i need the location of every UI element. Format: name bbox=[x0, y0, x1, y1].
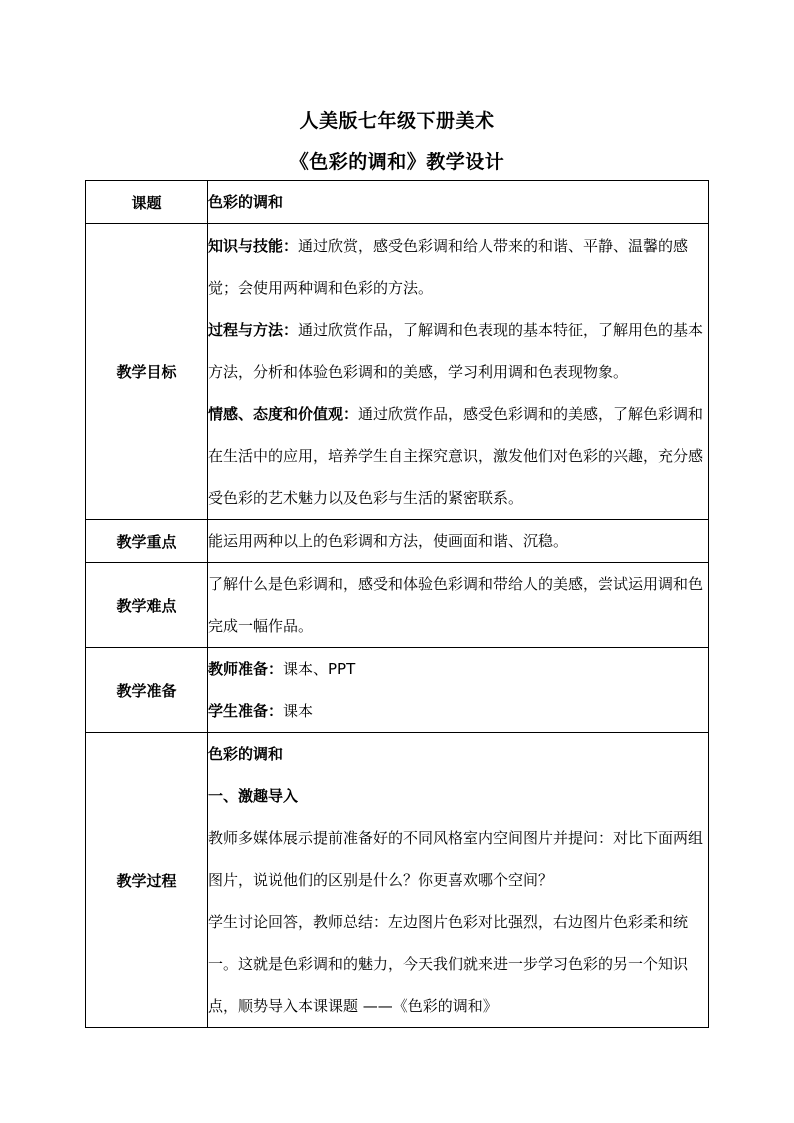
student-preparation-text: 课本 bbox=[283, 702, 314, 720]
document-title: 人美版七年级下册美术 bbox=[299, 110, 495, 132]
process-paragraph-2: 学生讨论回答，教师总结：左边图片色彩对比强烈，右边图片色彩柔和统一。这就是色彩调和的魅力，今天我们就来进一步学习色彩的另一个知识点，顺势导入本课课题 ——《色彩的调和》 bbox=[208, 913, 689, 1015]
process-title: 色彩的调和 bbox=[208, 745, 284, 763]
goal-process bbox=[208, 309, 708, 393]
difficulties-label: 教学难点 bbox=[86, 563, 208, 648]
table-row-process bbox=[86, 733, 709, 1028]
document-subtitle: 《色彩的调和》教学设计 bbox=[289, 151, 505, 173]
process-paragraph-1: 教师多媒体展示提前准备好的不同风格室内空间图片并提问：对比下面两组图片，说说他们的区别是什么？你更喜欢哪个空间？ bbox=[208, 829, 704, 889]
teacher-preparation-heading: 教师准备： bbox=[208, 660, 284, 678]
goals-label: 教学目标 bbox=[86, 224, 208, 520]
table-row-difficulties bbox=[86, 563, 709, 648]
topic-cell bbox=[208, 181, 709, 224]
topic-value: 色彩的调和 bbox=[208, 193, 284, 211]
process-section-heading: 一、激趣导入 bbox=[208, 787, 299, 805]
goal-emotion-heading: 情感、态度和价值观： bbox=[208, 404, 359, 423]
goal-emotion-text: 通过欣赏作品，感受色彩调和的美感，了解色彩调和在生活中的应用，培养学生自主探究意识，激发他们对色彩的兴趣，充分感受色彩的艺术魅力以及色彩与生活的紧密联系。 bbox=[208, 404, 704, 507]
preparation-cell bbox=[208, 648, 709, 733]
table-row-preparation bbox=[86, 648, 709, 733]
goal-process-heading: 过程与方法： bbox=[208, 320, 299, 339]
teacher-preparation bbox=[208, 648, 708, 690]
preparation-label: 教学准备 bbox=[86, 648, 208, 733]
table-row-topic bbox=[86, 181, 709, 224]
goal-knowledge-heading: 知识与技能： bbox=[208, 236, 299, 255]
goal-knowledge-text: 通过欣赏，感受色彩调和给人带来的和谐、平静、温馨的感觉；会使用两种调和色彩的方法。 bbox=[208, 236, 689, 297]
lesson-plan-table bbox=[85, 180, 709, 1028]
key-points-label: 教学重点 bbox=[86, 520, 208, 563]
table-row-goals bbox=[86, 224, 709, 520]
teacher-preparation-text: 课本、PPT bbox=[283, 660, 356, 678]
process-cell bbox=[208, 733, 709, 1028]
student-preparation-heading: 学生准备： bbox=[208, 702, 284, 720]
student-preparation bbox=[208, 690, 708, 732]
goal-process-text: 通过欣赏作品，了解调和色表现的基本特征，了解用色的基本方法，分析和体验色彩调和的美感，学习利用调和色表现物象。 bbox=[208, 320, 704, 381]
table-row-key-points bbox=[86, 520, 709, 563]
key-points-text: 能运用两种以上的色彩调和方法，使画面和谐、沉稳。 bbox=[208, 520, 709, 563]
goals-cell bbox=[208, 224, 709, 520]
difficulties-text: 了解什么是色彩调和，感受和体验色彩调和带给人的美感，尝试运用调和色完成一幅作品。 bbox=[208, 563, 709, 648]
goal-knowledge bbox=[208, 225, 708, 309]
topic-label: 课题 bbox=[86, 181, 208, 224]
process-label: 教学过程 bbox=[86, 733, 208, 1028]
goal-emotion bbox=[208, 393, 708, 519]
